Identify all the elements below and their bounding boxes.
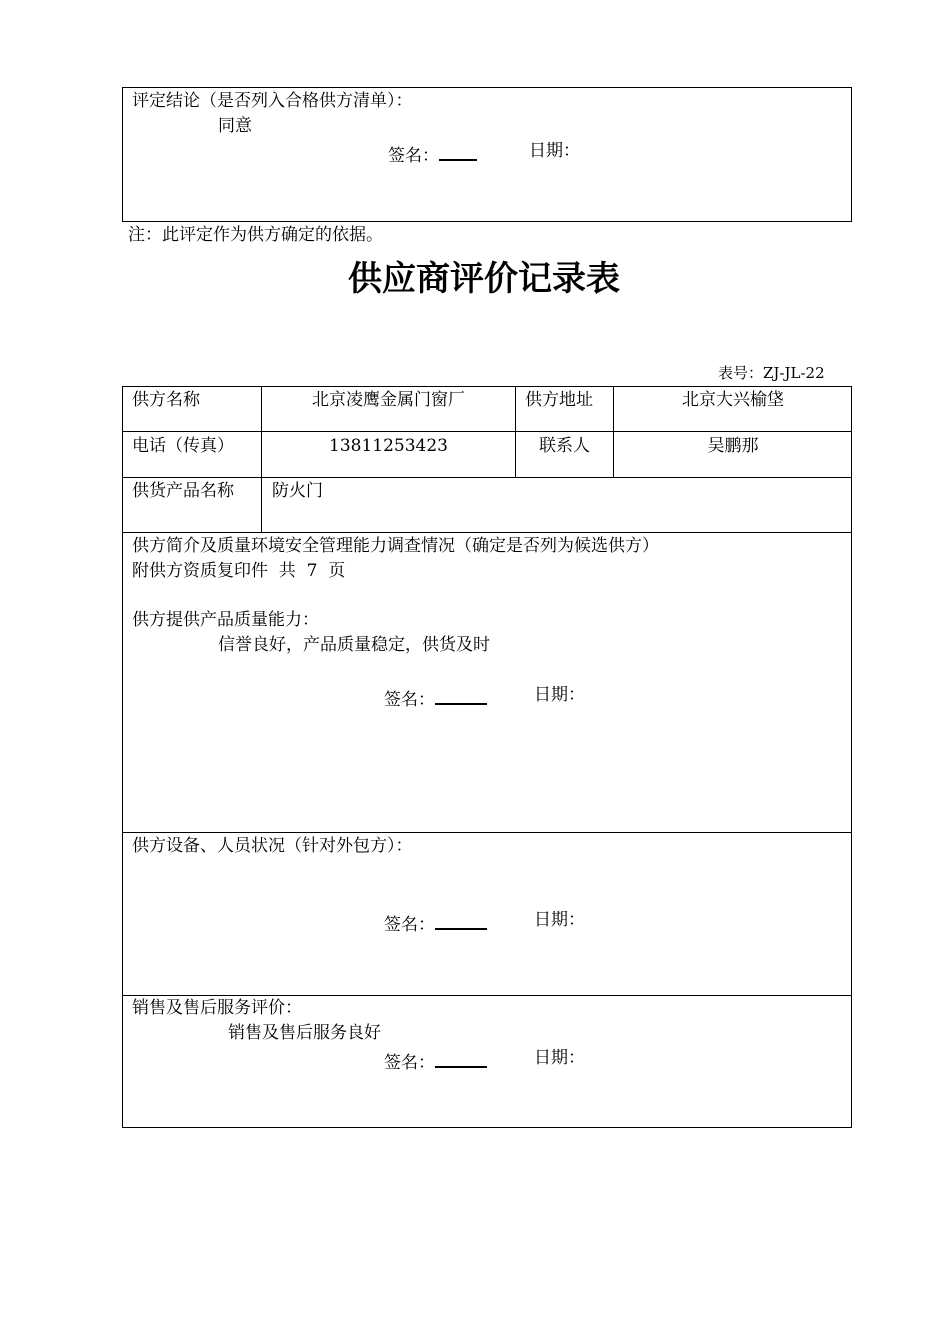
table-row-divider [122, 532, 852, 533]
signature-label: 签名： [384, 690, 435, 710]
supplier-address-value: 北京大兴榆垡 [682, 390, 784, 410]
table-row-divider [122, 995, 852, 996]
signature-label: 签名： [384, 915, 435, 935]
supplier-name-label: 供方名称 [132, 390, 200, 410]
phone-value: 13811253423 [329, 436, 448, 456]
product-value: 防火门 [272, 481, 323, 501]
signature-label: 签名： [384, 1053, 435, 1073]
signature-line [435, 912, 487, 930]
signature-line [435, 1050, 487, 1068]
signature-line [439, 143, 477, 161]
page-title: 供应商评价记录表 [348, 259, 620, 299]
equipment-date-label: 日期： [534, 910, 585, 930]
form-number: 表号：ZJ-JL-22 [718, 364, 825, 382]
intro-heading: 供方简介及质量环境安全管理能力调查情况（确定是否列为候选供方） [132, 536, 659, 556]
phone-label: 电话（传真） [132, 436, 234, 456]
conclusion-signature [388, 143, 477, 165]
intro-signature [384, 687, 487, 709]
table-row-divider [122, 832, 852, 833]
signature-label: 签名： [388, 146, 439, 166]
table-row-divider [122, 431, 852, 432]
equipment-heading: 供方设备、人员状况（针对外包方）： [132, 836, 413, 856]
conclusion-value: 同意 [218, 116, 252, 136]
table-row-divider [122, 477, 852, 478]
equipment-signature [384, 912, 487, 934]
contact-value: 吴鹏那 [707, 436, 759, 456]
capability-label: 供方提供产品质量能力： [132, 610, 319, 630]
conclusion-label: 评定结论（是否列入合格供方清单）： [132, 91, 413, 111]
sales-signature [384, 1050, 487, 1072]
supplier-name-value: 北京凌鹰金属门窗厂 [312, 390, 465, 410]
sales-heading: 销售及售后服务评价： [132, 998, 302, 1018]
contact-label: 联系人 [539, 436, 590, 456]
conclusion-date-label: 日期： [529, 141, 580, 161]
capability-value: 信誉良好，产品质量稳定，供货及时 [218, 635, 490, 655]
supplier-address-label: 供方地址 [525, 390, 593, 410]
table-col-divider [515, 386, 516, 477]
evaluation-note: 注：此评定作为供方确定的依据。 [128, 225, 383, 245]
signature-line [435, 687, 487, 705]
intro-date-label: 日期： [534, 685, 585, 705]
sales-date-label: 日期： [534, 1048, 585, 1068]
intro-attachment: 附供方资质复印件 共 7 页 [132, 561, 346, 581]
product-label: 供货产品名称 [132, 481, 234, 501]
sales-value: 销售及售后服务良好 [228, 1023, 381, 1043]
